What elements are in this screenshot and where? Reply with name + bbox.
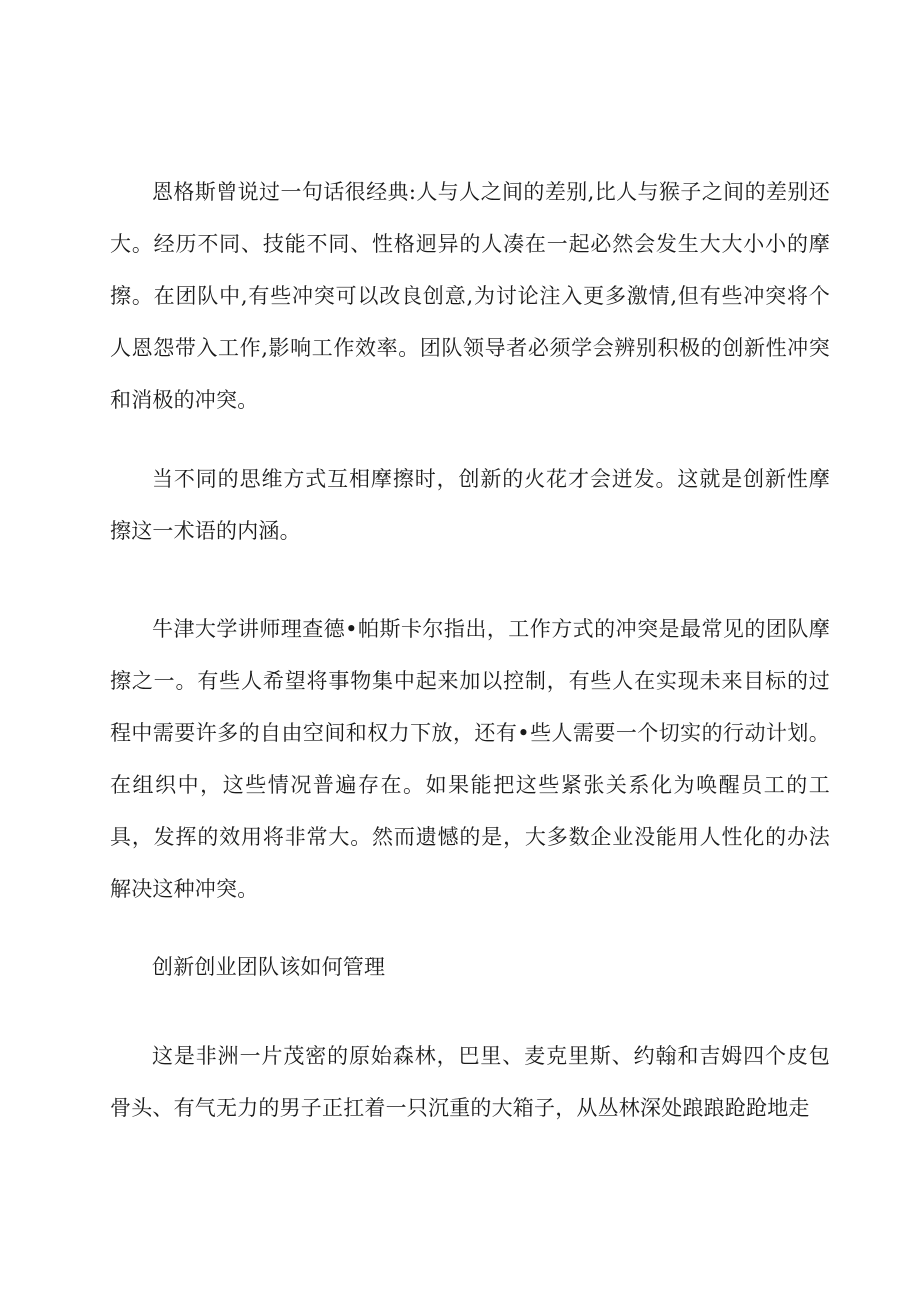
paragraph-creative-friction: 当不同的思维方式互相摩擦时，创新的火花才会迸发。这就是创新性摩擦这一术语的内涵。 [110,467,830,543]
section-heading: 创新创业团队该如何管理 [152,955,386,979]
paragraph-engels-quote: 恩格斯曾说过一句话很经典:人与人之间的差别,比人与猴子之间的差别还大。经历不同、技能不同、性格迥异的人凑在一起必然会发生大大小小的摩擦。在团队中,有些冲突可以改良创意,为讨论注入更多激情,但有些冲突将个人恩怨带入工作,影响工作效率。团队领导者必须学会辨别积极的创新性冲突和消极的冲突。 [110,180,830,412]
paragraph-africa-forest-story: 这是非洲一片茂密的原始森林，巴里、麦克里斯、约翰和吉姆四个皮包骨头、有气无力的男子正扛着一只沉重的大箱子，从丛林深处踉踉跄跄地走 [110,1044,830,1120]
paragraph-work-style-conflict: 牛津大学讲师理查德•帕斯卡尔指出，工作方式的冲突是最常见的团队摩擦之一。有些人希望将事物集中起来加以控制，有些人在实现未来目标的过程中需要许多的自由空间和权力下放，还有•些人需要一个切实的行动计划。在组织中，这些情况普遍存在。如果能把这些紧张关系化为唤醒员工的工具，发挥的效用将非常大。然而遗憾的是，大多数企业没能用人性化的办法解决这种冲突。 [110,617,830,901]
